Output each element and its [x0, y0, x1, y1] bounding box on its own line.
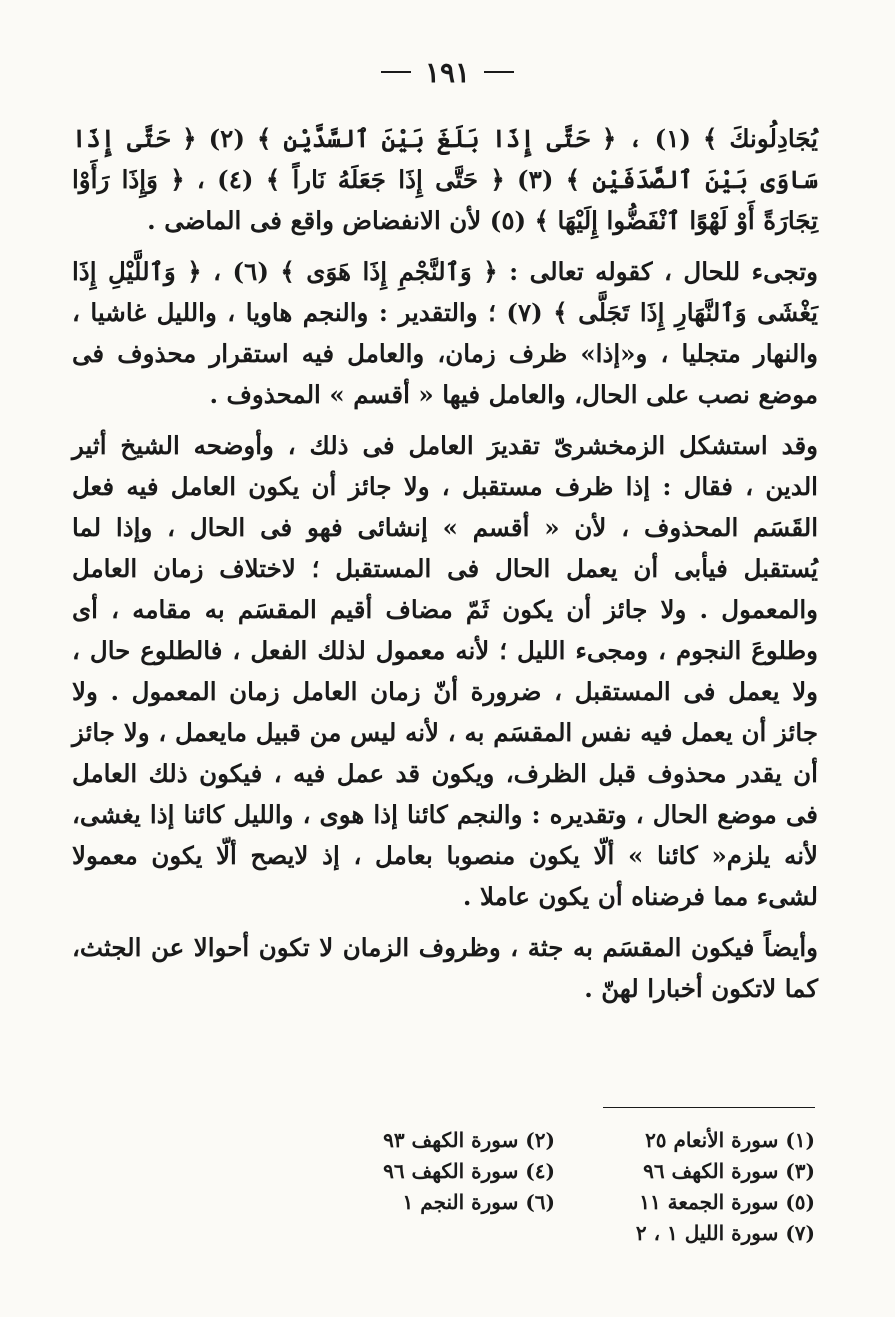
paragraph: يُجَادِلُونكَ ﴾ (١) ، ﴿ حَتَّى إِذَا بَلَغَ بَيْنَ ٱلسَّدَّيْنِ ﴾ (٢) ﴿ حَتَّى إِذَا سَاوَى بَيْنَ ٱلصَّدَفَيْنِ ﴾ (٣) ﴿ حَتَّى إِذَا جَعَلَهُ نَاراً ﴾ (٤) ، ﴿ وَإِذَا رَأَوْا تِجَارَةً أَوْ لَهْوًا ٱنْفَضُّوا إِلَيْهَا ﴾ (٥) لأن الانفضاض واقع فى الماضى . — [72, 124, 819, 235]
footnote: (١) سورة الأنعام ٢٥ — [645, 1127, 815, 1152]
header-dash-right — [484, 71, 514, 73]
main-text — [72, 118, 818, 1009]
footnote-row — [295, 1155, 815, 1186]
footnote: (٤) سورة الكهف ٩٦ — [383, 1158, 555, 1183]
footnote: (٧) سورة الليل ١ ، ٢ — [635, 1220, 815, 1245]
page-header — [0, 54, 895, 90]
page-number: ١٩١ — [424, 55, 471, 89]
paragraph: وتجىء للحال ، كقوله تعالى : ﴿ وَٱلنَّجْمِ إِذَا هَوَى ﴾ (٦) ، ﴿ وَٱللَّيْلِ إِذَا يَغْشَى وَٱلنَّهَارِ إِذَا تَجَلَّى ﴾ (٧) ؛ والتقدير : والنجم هاويا ، والليل غاشيا ، والنهار متجليا ، و«إذا» ظرف زمان، والعامل فيه استقرار محذوف فى موضع نصب على الحال، والعامل فيها « أقسم » المحذوف . — [72, 257, 818, 409]
footnote-row — [295, 1186, 815, 1217]
footnote-row — [295, 1217, 815, 1248]
footnotes — [295, 1124, 815, 1248]
footnote: (٦) سورة النجم ١ — [402, 1189, 555, 1214]
paragraph: وقد استشكل الزمخشرىّ تقديرَ العامل فى ذلك ، وأوضحه الشيخ أثير الدين ، فقال : إذا ظرف مستقبل ، ولا جائز أن يكون العامل فيه فعل القَسَم المحذوف ، لأن « أقسم » إنشائى فهو فى الحال ، وإذا لما يُستقبل فيأبى أن يعمل الحال فى المستقبل ؛ لاختلاف زمان العامل والمعمول . ولا جائز أن يكون ثَمّ مضاف أقيم المقسَم به مقامه ، أى وطلوعَ النجوم ، ومجىء الليل ؛ لأنه معمول لذلك الفعل ، فالطلوع حال ، ولا يعمل فى المستقبل ، ضرورة أنّ زمان العامل زمان المعمول . ولا جائز أن يعمل فيه نفس المقسَم به ، لأنه ليس من قبيل مايعمل ، ولا جائز أن يقدر محذوف قبل الظرف، ويكون قد عمل فيه ، فيكون ذلك العامل فى موضع الحال ، وتقديره : والنجم كائنا إذا هوى ، والليل كائنا إذا يغشى، لأنه يلزم« كائنا » ألّا يكون منصوبا بعامل ، إذ لايصح ألّا يكون معمولا لشىء مما فرضناه أن يكون عاملا . — [72, 431, 819, 911]
footnote-divider — [603, 1107, 815, 1108]
header-dash-left — [381, 71, 411, 73]
paragraph: وأيضاً فيكون المقسَم به جثة ، وظروف الزمان لا تكون أحوالا عن الجثث، كما لاتكون أخبارا لهنّ . — [72, 933, 818, 1003]
footnote: (٥) سورة الجمعة ١١ — [639, 1189, 815, 1214]
footnote-row — [295, 1124, 815, 1155]
footnote: (٣) سورة الكهف ٩٦ — [643, 1158, 815, 1183]
footnote: (٢) سورة الكهف ٩٣ — [383, 1127, 555, 1152]
